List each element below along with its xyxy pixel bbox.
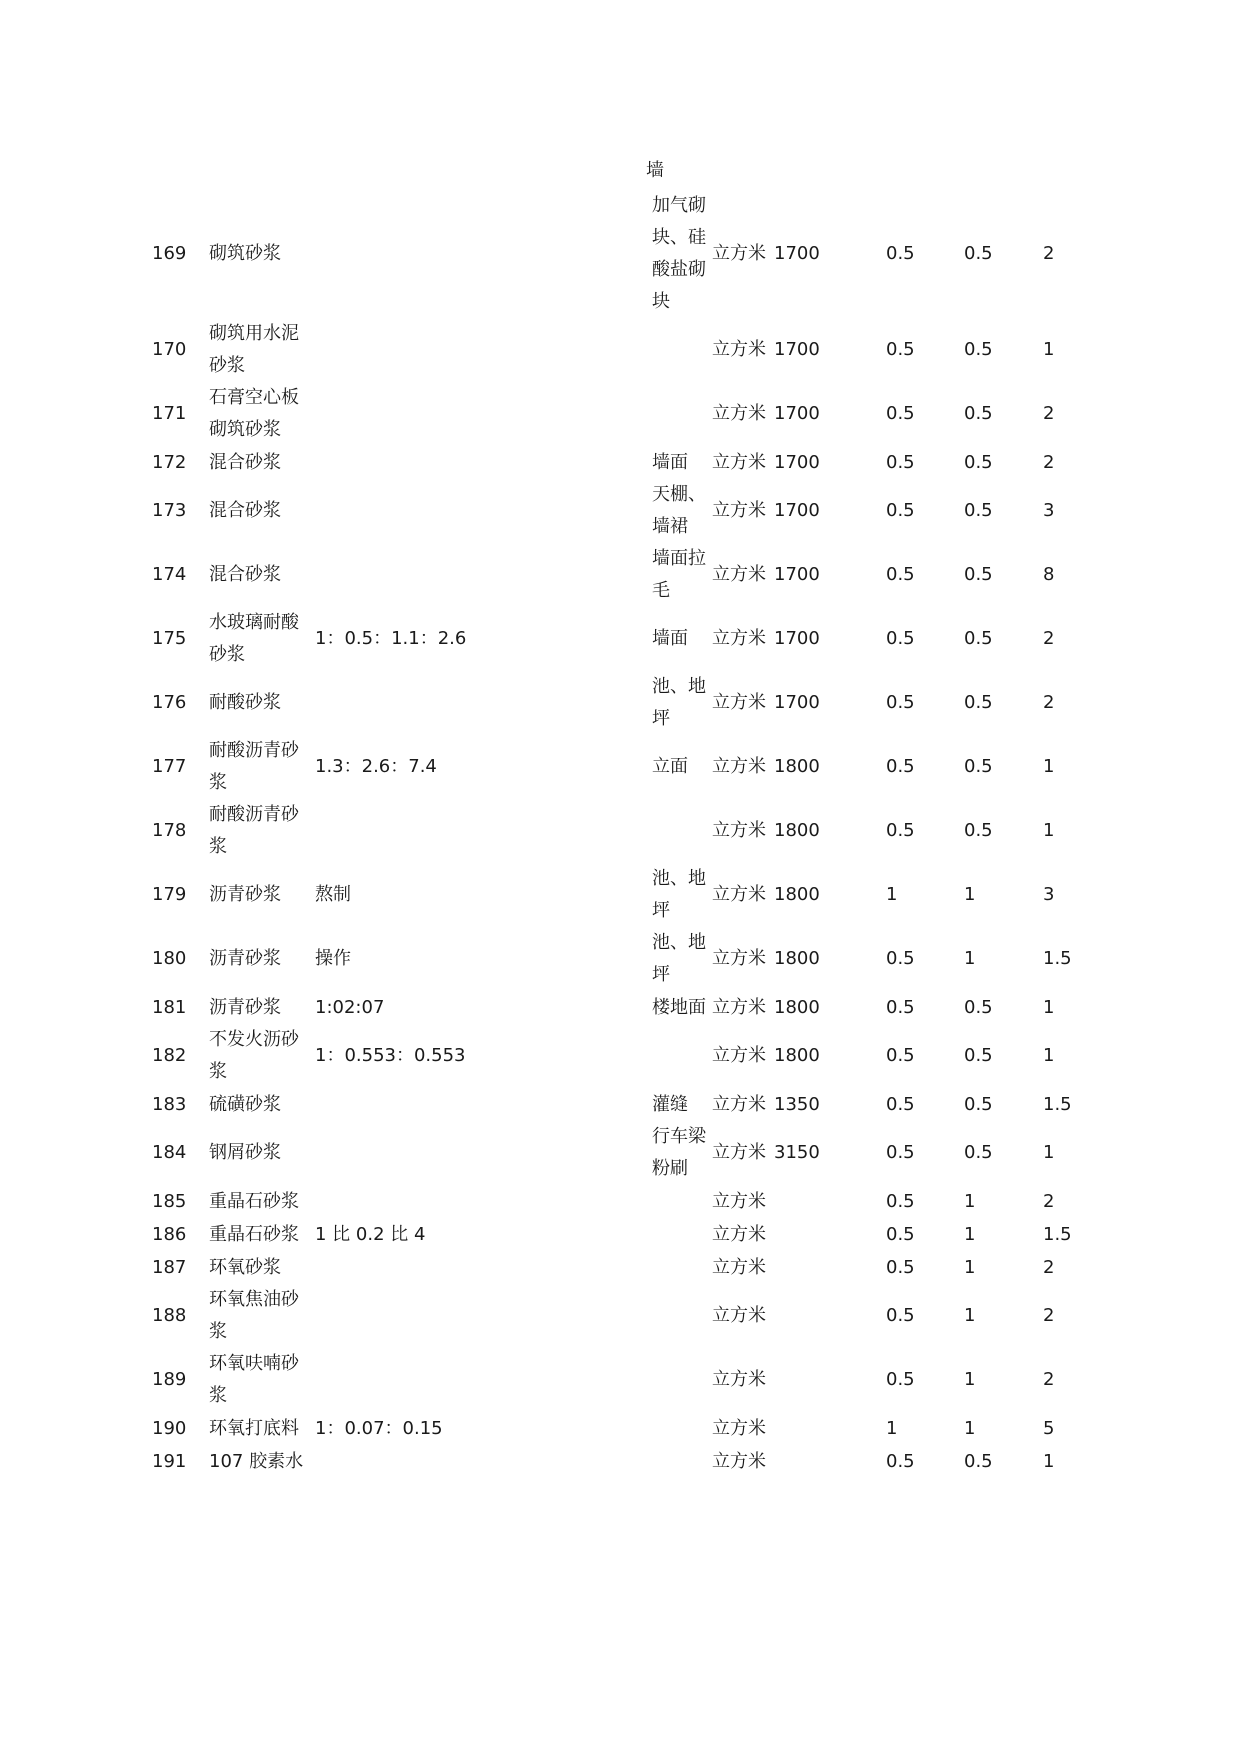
row-number-cell: 185: [152, 1190, 187, 1212]
row-number-cell: 177: [152, 756, 187, 777]
mix-ratio-cell: 1 比 0.2 比 4: [315, 1223, 426, 1245]
row-number-cell: 182: [152, 1045, 187, 1066]
value-c-cell: 2: [1043, 1190, 1055, 1212]
density-cell: 1350: [774, 1093, 820, 1115]
usage-location-cell: 池、地坪: [652, 932, 706, 985]
material-name-cell: 硫磺砂浆: [209, 1093, 281, 1115]
material-name-cell: 沥青砂浆: [209, 884, 281, 905]
value-a-cell: 0.5: [886, 948, 915, 969]
unit-cell: 立方米: [712, 1369, 766, 1390]
usage-location-cell: 加气砌块、硅酸盐砌块: [652, 195, 706, 312]
mix-ratio-cell: 1：0.07：0.15: [315, 1417, 443, 1439]
value-c-cell: 2: [1043, 451, 1055, 473]
row-number-cell: 191: [152, 1450, 187, 1472]
usage-location-cell: 墙面: [652, 451, 688, 473]
row-number-cell: 187: [152, 1256, 187, 1278]
materials-table: [146, 190, 1123, 1478]
value-c-cell: 3: [1043, 884, 1055, 905]
material-name-cell: 重晶石砂浆: [209, 1223, 299, 1245]
value-b-cell: 0.5: [964, 564, 993, 585]
density-cell: 1700: [774, 692, 820, 713]
mix-ratio-cell: 1：0.5：1.1：2.6: [315, 628, 467, 649]
row-number-cell: 172: [152, 451, 187, 473]
usage-location-cell: [652, 1024, 712, 1088]
table-row: [146, 190, 1123, 318]
density-cell: 1700: [774, 243, 820, 264]
value-c-cell: 1: [1043, 1045, 1055, 1066]
table-row: [146, 799, 1123, 863]
row-number-cell: 180: [152, 948, 187, 969]
usage-location-cell: [652, 318, 712, 382]
row-number-cell: 169: [152, 243, 187, 264]
value-b-cell: 0.5: [964, 1045, 993, 1066]
unit-cell: 立方米: [712, 628, 766, 649]
unit-cell: 立方米: [712, 500, 766, 521]
material-name-cell: 不发火沥砂浆: [209, 1029, 299, 1082]
usage-location-cell: [652, 1185, 712, 1218]
value-c-cell: 1: [1043, 1450, 1055, 1472]
material-name-cell: 耐酸沥青砂浆: [209, 740, 299, 793]
unit-cell: 立方米: [712, 996, 766, 1018]
mix-ratio-cell: [315, 543, 652, 607]
mix-ratio-cell: 1:02:07: [315, 996, 385, 1018]
table-row: [146, 1218, 1123, 1251]
value-b-cell: 1: [964, 1417, 976, 1439]
usage-location-cell: [652, 1445, 712, 1478]
usage-location-cell: 楼地面: [652, 996, 706, 1018]
material-name-cell: 混合砂浆: [209, 451, 281, 473]
unit-cell: 立方米: [712, 1045, 766, 1066]
unit-cell: 立方米: [712, 1450, 766, 1472]
unit-cell: 立方米: [712, 1417, 766, 1439]
table-row: [146, 607, 1123, 671]
value-b-cell: 0.5: [964, 451, 993, 473]
row-number-cell: 171: [152, 403, 187, 424]
mix-ratio-cell: [315, 1185, 652, 1218]
value-c-cell: 3: [1043, 500, 1055, 521]
value-c-cell: 2: [1043, 692, 1055, 713]
row-number-cell: 188: [152, 1305, 187, 1326]
value-a-cell: 0.5: [886, 1142, 915, 1163]
mix-ratio-cell: [315, 382, 652, 446]
density-cell: [774, 1251, 886, 1284]
row-number-cell: 189: [152, 1369, 187, 1390]
table-row: [146, 1121, 1123, 1185]
value-a-cell: 1: [886, 884, 898, 905]
mix-ratio-cell: [315, 1445, 652, 1478]
density-cell: [774, 1185, 886, 1218]
table-row: [146, 1251, 1123, 1284]
value-b-cell: 0.5: [964, 820, 993, 841]
material-name-cell: 钢屑砂浆: [209, 1142, 281, 1163]
mix-ratio-cell: [315, 190, 652, 318]
density-cell: [774, 1412, 886, 1445]
mix-ratio-cell: [315, 1088, 652, 1121]
value-b-cell: 0.5: [964, 692, 993, 713]
value-b-cell: 1: [964, 1305, 976, 1326]
row-number-cell: 190: [152, 1417, 187, 1439]
row-number-cell: 183: [152, 1093, 187, 1115]
row-number-cell: 184: [152, 1142, 187, 1163]
materials-table-body: [146, 190, 1123, 1478]
usage-location-cell: [652, 1412, 712, 1445]
mix-ratio-cell: [315, 479, 652, 543]
density-cell: [774, 1348, 886, 1412]
value-a-cell: 0.5: [886, 1369, 915, 1390]
density-cell: 1700: [774, 500, 820, 521]
usage-location-cell: 池、地坪: [652, 676, 706, 729]
carryover-cell-text: 墙: [646, 160, 664, 181]
density-cell: 1700: [774, 339, 820, 360]
material-name-cell: 石膏空心板砌筑砂浆: [209, 387, 299, 440]
material-name-cell: 沥青砂浆: [209, 948, 281, 969]
value-a-cell: 0.5: [886, 1450, 915, 1472]
table-row: [146, 863, 1123, 927]
mix-ratio-cell: 熬制: [315, 884, 351, 905]
value-c-cell: 2: [1043, 1369, 1055, 1390]
usage-location-cell: 池、地坪: [652, 868, 706, 921]
value-c-cell: 1: [1043, 1142, 1055, 1163]
density-cell: 1700: [774, 628, 820, 649]
value-a-cell: 1: [886, 1417, 898, 1439]
value-a-cell: 0.5: [886, 692, 915, 713]
usage-location-cell: 立面: [652, 756, 688, 777]
usage-location-cell: [652, 1251, 712, 1284]
unit-cell: 立方米: [712, 692, 766, 713]
mix-ratio-cell: 1.3：2.6：7.4: [315, 756, 437, 777]
unit-cell: 立方米: [712, 451, 766, 473]
table-row: [146, 1185, 1123, 1218]
value-b-cell: 0.5: [964, 243, 993, 264]
value-b-cell: 0.5: [964, 756, 993, 777]
value-b-cell: 0.5: [964, 996, 993, 1018]
unit-cell: 立方米: [712, 884, 766, 905]
material-name-cell: 107 胶素水: [209, 1450, 304, 1472]
value-b-cell: 1: [964, 948, 976, 969]
row-number-cell: 178: [152, 820, 187, 841]
usage-location-cell: [652, 1218, 712, 1251]
usage-location-cell: 墙面拉毛: [652, 548, 706, 601]
value-a-cell: 0.5: [886, 1223, 915, 1245]
value-a-cell: 0.5: [886, 1256, 915, 1278]
material-name-cell: 耐酸砂浆: [209, 692, 281, 713]
mix-ratio-cell: [315, 671, 652, 735]
value-a-cell: 0.5: [886, 820, 915, 841]
material-name-cell: 重晶石砂浆: [209, 1190, 299, 1212]
value-c-cell: 5: [1043, 1417, 1055, 1439]
table-row: [146, 1284, 1123, 1348]
row-number-cell: 173: [152, 500, 187, 521]
value-c-cell: 8: [1043, 564, 1055, 585]
usage-location-cell: [652, 1284, 712, 1348]
value-c-cell: 1: [1043, 820, 1055, 841]
density-cell: 1800: [774, 884, 820, 905]
unit-cell: 立方米: [712, 1305, 766, 1326]
material-name-cell: 混合砂浆: [209, 564, 281, 585]
table-row: [146, 1445, 1123, 1478]
row-number-cell: 170: [152, 339, 187, 360]
value-c-cell: 2: [1043, 628, 1055, 649]
value-a-cell: 0.5: [886, 628, 915, 649]
value-b-cell: 1: [964, 1223, 976, 1245]
value-a-cell: 0.5: [886, 996, 915, 1018]
value-a-cell: 0.5: [886, 1045, 915, 1066]
table-row: [146, 1024, 1123, 1088]
value-a-cell: 0.5: [886, 403, 915, 424]
density-cell: [774, 1445, 886, 1478]
usage-location-cell: [652, 382, 712, 446]
value-c-cell: 1.5: [1043, 948, 1072, 969]
row-number-cell: 181: [152, 996, 187, 1018]
material-name-cell: 混合砂浆: [209, 500, 281, 521]
table-row: [146, 927, 1123, 991]
value-b-cell: 0.5: [964, 628, 993, 649]
material-name-cell: 水玻璃耐酸砂浆: [209, 612, 299, 665]
value-b-cell: 1: [964, 1190, 976, 1212]
value-b-cell: 1: [964, 884, 976, 905]
value-c-cell: 1: [1043, 756, 1055, 777]
density-cell: 1800: [774, 756, 820, 777]
value-b-cell: 0.5: [964, 500, 993, 521]
usage-location-cell: 灌缝: [652, 1093, 688, 1115]
value-c-cell: 2: [1043, 1256, 1055, 1278]
material-name-cell: 环氧砂浆: [209, 1256, 281, 1278]
mix-ratio-cell: [315, 1284, 652, 1348]
material-name-cell: 耐酸沥青砂浆: [209, 804, 299, 857]
value-a-cell: 0.5: [886, 451, 915, 473]
table-row: [146, 318, 1123, 382]
value-b-cell: 0.5: [964, 403, 993, 424]
value-a-cell: 0.5: [886, 1305, 915, 1326]
value-c-cell: 2: [1043, 1305, 1055, 1326]
table-row: [146, 1412, 1123, 1445]
row-number-cell: 174: [152, 564, 187, 585]
density-cell: 1700: [774, 451, 820, 473]
table-row: [146, 479, 1123, 543]
table-row: [146, 382, 1123, 446]
material-name-cell: 环氧呋喃砂浆: [209, 1353, 299, 1406]
unit-cell: 立方米: [712, 339, 766, 360]
mix-ratio-cell: [315, 1251, 652, 1284]
mix-ratio-cell: 1：0.553：0.553: [315, 1045, 466, 1066]
value-b-cell: 1: [964, 1369, 976, 1390]
material-name-cell: 砌筑砂浆: [209, 243, 281, 264]
density-cell: 1700: [774, 403, 820, 424]
value-b-cell: 0.5: [964, 1450, 993, 1472]
value-b-cell: 0.5: [964, 1142, 993, 1163]
density-cell: [774, 1284, 886, 1348]
value-c-cell: 1: [1043, 996, 1055, 1018]
unit-cell: 立方米: [712, 820, 766, 841]
value-a-cell: 0.5: [886, 564, 915, 585]
usage-location-cell: 天棚、墙裙: [652, 484, 706, 537]
table-row: [146, 735, 1123, 799]
table-row: [146, 446, 1123, 479]
material-name-cell: 环氧打底料: [209, 1417, 299, 1439]
unit-cell: 立方米: [712, 948, 766, 969]
row-number-cell: 175: [152, 628, 187, 649]
table-row: [146, 1348, 1123, 1412]
density-cell: 3150: [774, 1142, 820, 1163]
usage-location-cell: [652, 799, 712, 863]
table-row: [146, 1088, 1123, 1121]
mix-ratio-cell: [315, 1348, 652, 1412]
value-c-cell: 1.5: [1043, 1223, 1072, 1245]
mix-ratio-cell: 操作: [315, 948, 351, 969]
value-a-cell: 0.5: [886, 500, 915, 521]
unit-cell: 立方米: [712, 1256, 766, 1278]
density-cell: 1700: [774, 564, 820, 585]
unit-cell: 立方米: [712, 564, 766, 585]
value-c-cell: 2: [1043, 243, 1055, 264]
material-name-cell: 沥青砂浆: [209, 996, 281, 1018]
mix-ratio-cell: [315, 1121, 652, 1185]
usage-location-cell: 行车梁粉刷: [652, 1126, 706, 1179]
density-cell: [774, 1218, 886, 1251]
row-number-cell: 179: [152, 884, 187, 905]
unit-cell: 立方米: [712, 403, 766, 424]
value-a-cell: 0.5: [886, 339, 915, 360]
unit-cell: 立方米: [712, 1142, 766, 1163]
value-a-cell: 0.5: [886, 243, 915, 264]
usage-location-cell: [652, 1348, 712, 1412]
row-number-cell: 186: [152, 1223, 187, 1245]
material-name-cell: 砌筑用水泥砂浆: [209, 323, 299, 376]
density-cell: 1800: [774, 996, 820, 1018]
value-c-cell: 1: [1043, 339, 1055, 360]
value-b-cell: 1: [964, 1256, 976, 1278]
table-row: [146, 543, 1123, 607]
mix-ratio-cell: [315, 446, 652, 479]
value-a-cell: 0.5: [886, 1190, 915, 1212]
unit-cell: 立方米: [712, 243, 766, 264]
unit-cell: 立方米: [712, 1190, 766, 1212]
value-c-cell: 1.5: [1043, 1093, 1072, 1115]
value-b-cell: 0.5: [964, 1093, 993, 1115]
unit-cell: 立方米: [712, 1093, 766, 1115]
table-row: [146, 671, 1123, 735]
mix-ratio-cell: [315, 318, 652, 382]
value-a-cell: 0.5: [886, 1093, 915, 1115]
unit-cell: 立方米: [712, 1223, 766, 1245]
usage-location-cell: 墙面: [652, 628, 688, 649]
row-number-cell: 176: [152, 692, 187, 713]
material-name-cell: 环氧焦油砂浆: [209, 1289, 299, 1342]
table-row: [146, 991, 1123, 1024]
mix-ratio-cell: [315, 799, 652, 863]
density-cell: 1800: [774, 1045, 820, 1066]
value-a-cell: 0.5: [886, 756, 915, 777]
unit-cell: 立方米: [712, 756, 766, 777]
density-cell: 1800: [774, 948, 820, 969]
value-c-cell: 2: [1043, 403, 1055, 424]
value-b-cell: 0.5: [964, 339, 993, 360]
density-cell: 1800: [774, 820, 820, 841]
